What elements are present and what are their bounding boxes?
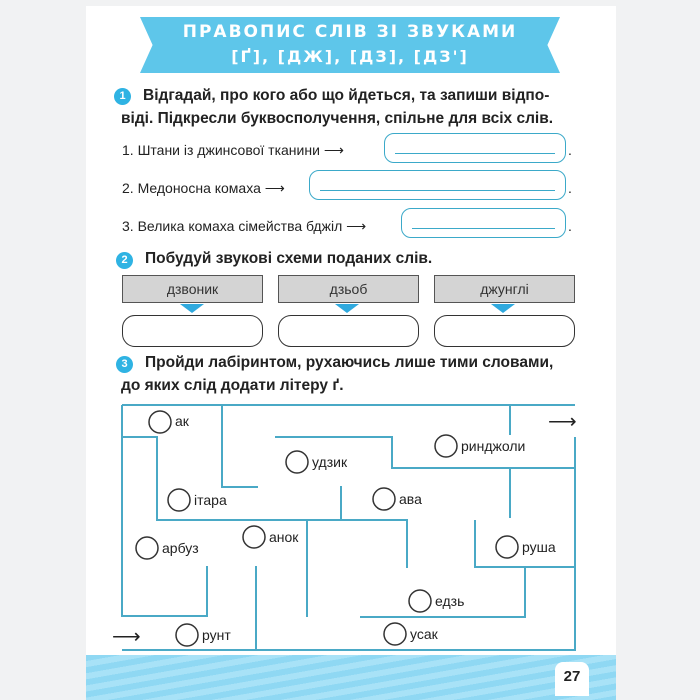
maze-entry-arrow-icon: ⟶ bbox=[112, 626, 141, 648]
maze-word: ринджоли bbox=[461, 438, 526, 454]
maze-word: руша bbox=[522, 539, 556, 555]
arrow-icon: ⟶ bbox=[346, 218, 367, 234]
maze-word: ак bbox=[175, 413, 189, 429]
page-title: ПРАВОПИС СЛІВ ЗІ ЗВУКАМИ bbox=[182, 22, 518, 42]
arrow-icon: ⟶ bbox=[323, 142, 344, 158]
maze-word: ітара bbox=[194, 492, 227, 508]
arrow-icon: ⟶ bbox=[264, 180, 285, 196]
footer-wave-band bbox=[86, 655, 616, 700]
task1-text-line2: віді. Підкресли буквосполучення, спільне для всіх слів. bbox=[121, 110, 554, 127]
task-number-3: 3 bbox=[116, 356, 133, 373]
word-card-1: дзвоник bbox=[122, 275, 263, 303]
maze-word: усак bbox=[410, 626, 438, 642]
question-text: 3. Велика комаха сімейства бджіл bbox=[122, 218, 343, 234]
maze-word: едзь bbox=[435, 593, 465, 609]
question-text: 2. Медоносна комаха bbox=[122, 180, 261, 196]
period: . bbox=[568, 180, 572, 196]
task2-text: Побудуй звукові схеми поданих слів. bbox=[145, 250, 433, 267]
maze-word: ава bbox=[399, 491, 422, 507]
task-number-2: 2 bbox=[116, 252, 133, 269]
period: . bbox=[568, 142, 572, 158]
word-card-3: джунглі bbox=[434, 275, 575, 303]
maze-word: анок bbox=[269, 529, 299, 545]
maze-word: рунт bbox=[202, 627, 231, 643]
maze-word: арбуз bbox=[162, 540, 199, 556]
question-text: 1. Штани із джинсової тканини bbox=[122, 142, 320, 158]
word-card-2: дзьоб bbox=[278, 275, 419, 303]
maze-exit-arrow-icon: ⟶ bbox=[548, 411, 577, 433]
task3-text-line2: до яких слід додати літеру ґ. bbox=[121, 377, 344, 394]
task-number-1: 1 bbox=[114, 88, 131, 105]
page-subtitle: [Ґ], [ДЖ], [ДЗ], [ДЗ'] bbox=[231, 47, 469, 66]
period: . bbox=[568, 218, 572, 234]
page-number: 27 bbox=[555, 662, 589, 696]
task3-text-line1: Пройди лабіринтом, рухаючись лише тими словами, bbox=[145, 354, 554, 371]
maze-word: удзик bbox=[312, 454, 348, 470]
task1-text-line1: Відгадай, про кого або що йдеться, та запиши відпо- bbox=[143, 87, 550, 104]
